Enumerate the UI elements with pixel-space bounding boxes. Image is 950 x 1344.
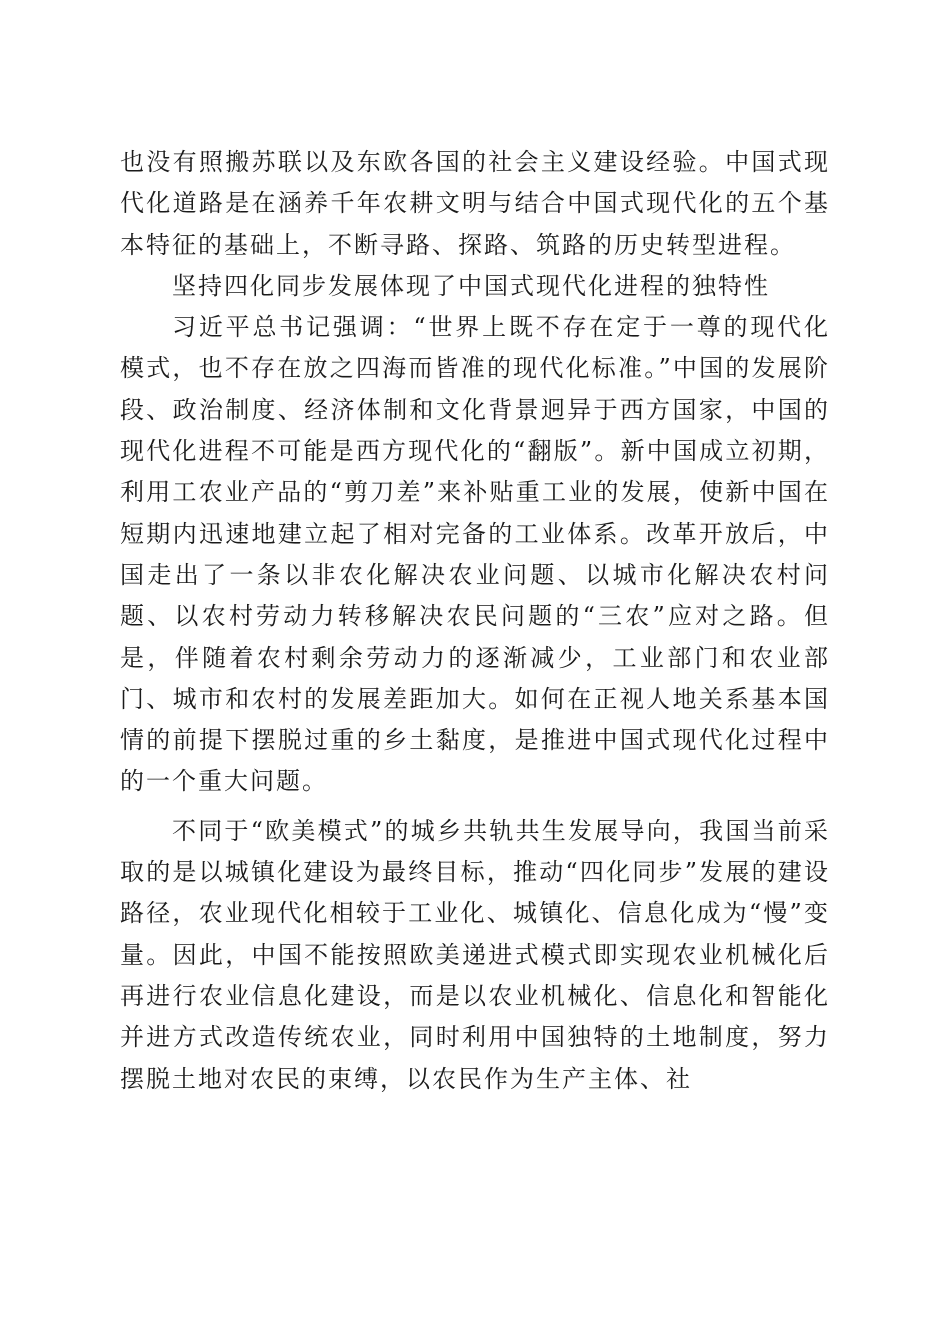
section-heading: 坚持四化同步发展体现了中国式现代化进程的独特性 [172,271,770,300]
document-body [120,142,830,1100]
paragraph-continuation: 也没有照搬苏联以及东欧各国的社会主义建设经验。中国式现代化道路是在涵养千年农耕文明与结合中国式现代化的五个基本特征的基础上，不断寻路、探路、筑路的历史转型进程。 [120,148,830,259]
paragraph: 习近平总书记强调：“世界上既不存在定于一尊的现代化模式，也不存在放之四海而皆准的现代化标准。”中国的发展阶段、政治制度、经济体制和文化背景迥异于西方国家，中国的现代化进程不可能是西方现代化的“翻版”。新中国成立初期，利用工农业产品的“剪刀差”来补贴重工业的发展，使新中国在短期内迅速地建立起了相对完备的工业体系。改革开放后，中国走出了一条以非农化解决农业问题、以城市化解决农村问题、以农村劳动力转移解决农民问题的“三农”应对之路。但是，伴随着农村剩余劳动力的逐渐减少，工业部门和农业部门、城市和农村的发展差距加大。如何在正视人地关系基本国情的前提下摆脱过重的乡土黏度，是推进中国式现代化过程中的一个重大问题。 [120,313,830,796]
paragraph: 不同于“欧美模式”的城乡共轨共生发展导向，我国当前采取的是以城镇化建设为最终目标，推动“四化同步”发展的建设路径，农业现代化相较于工业化、城镇化、信息化成为“慢”变量。因此，中国不能按照欧美递进式模式即实现农业机械化后再进行农业信息化建设，而是以农业机械化、信息化和智能化并进方式改造传统农业，同时利用中国独特的土地制度，努力摆脱土地对农民的束缚，以农民作为生产主体、社 [120,816,830,1093]
